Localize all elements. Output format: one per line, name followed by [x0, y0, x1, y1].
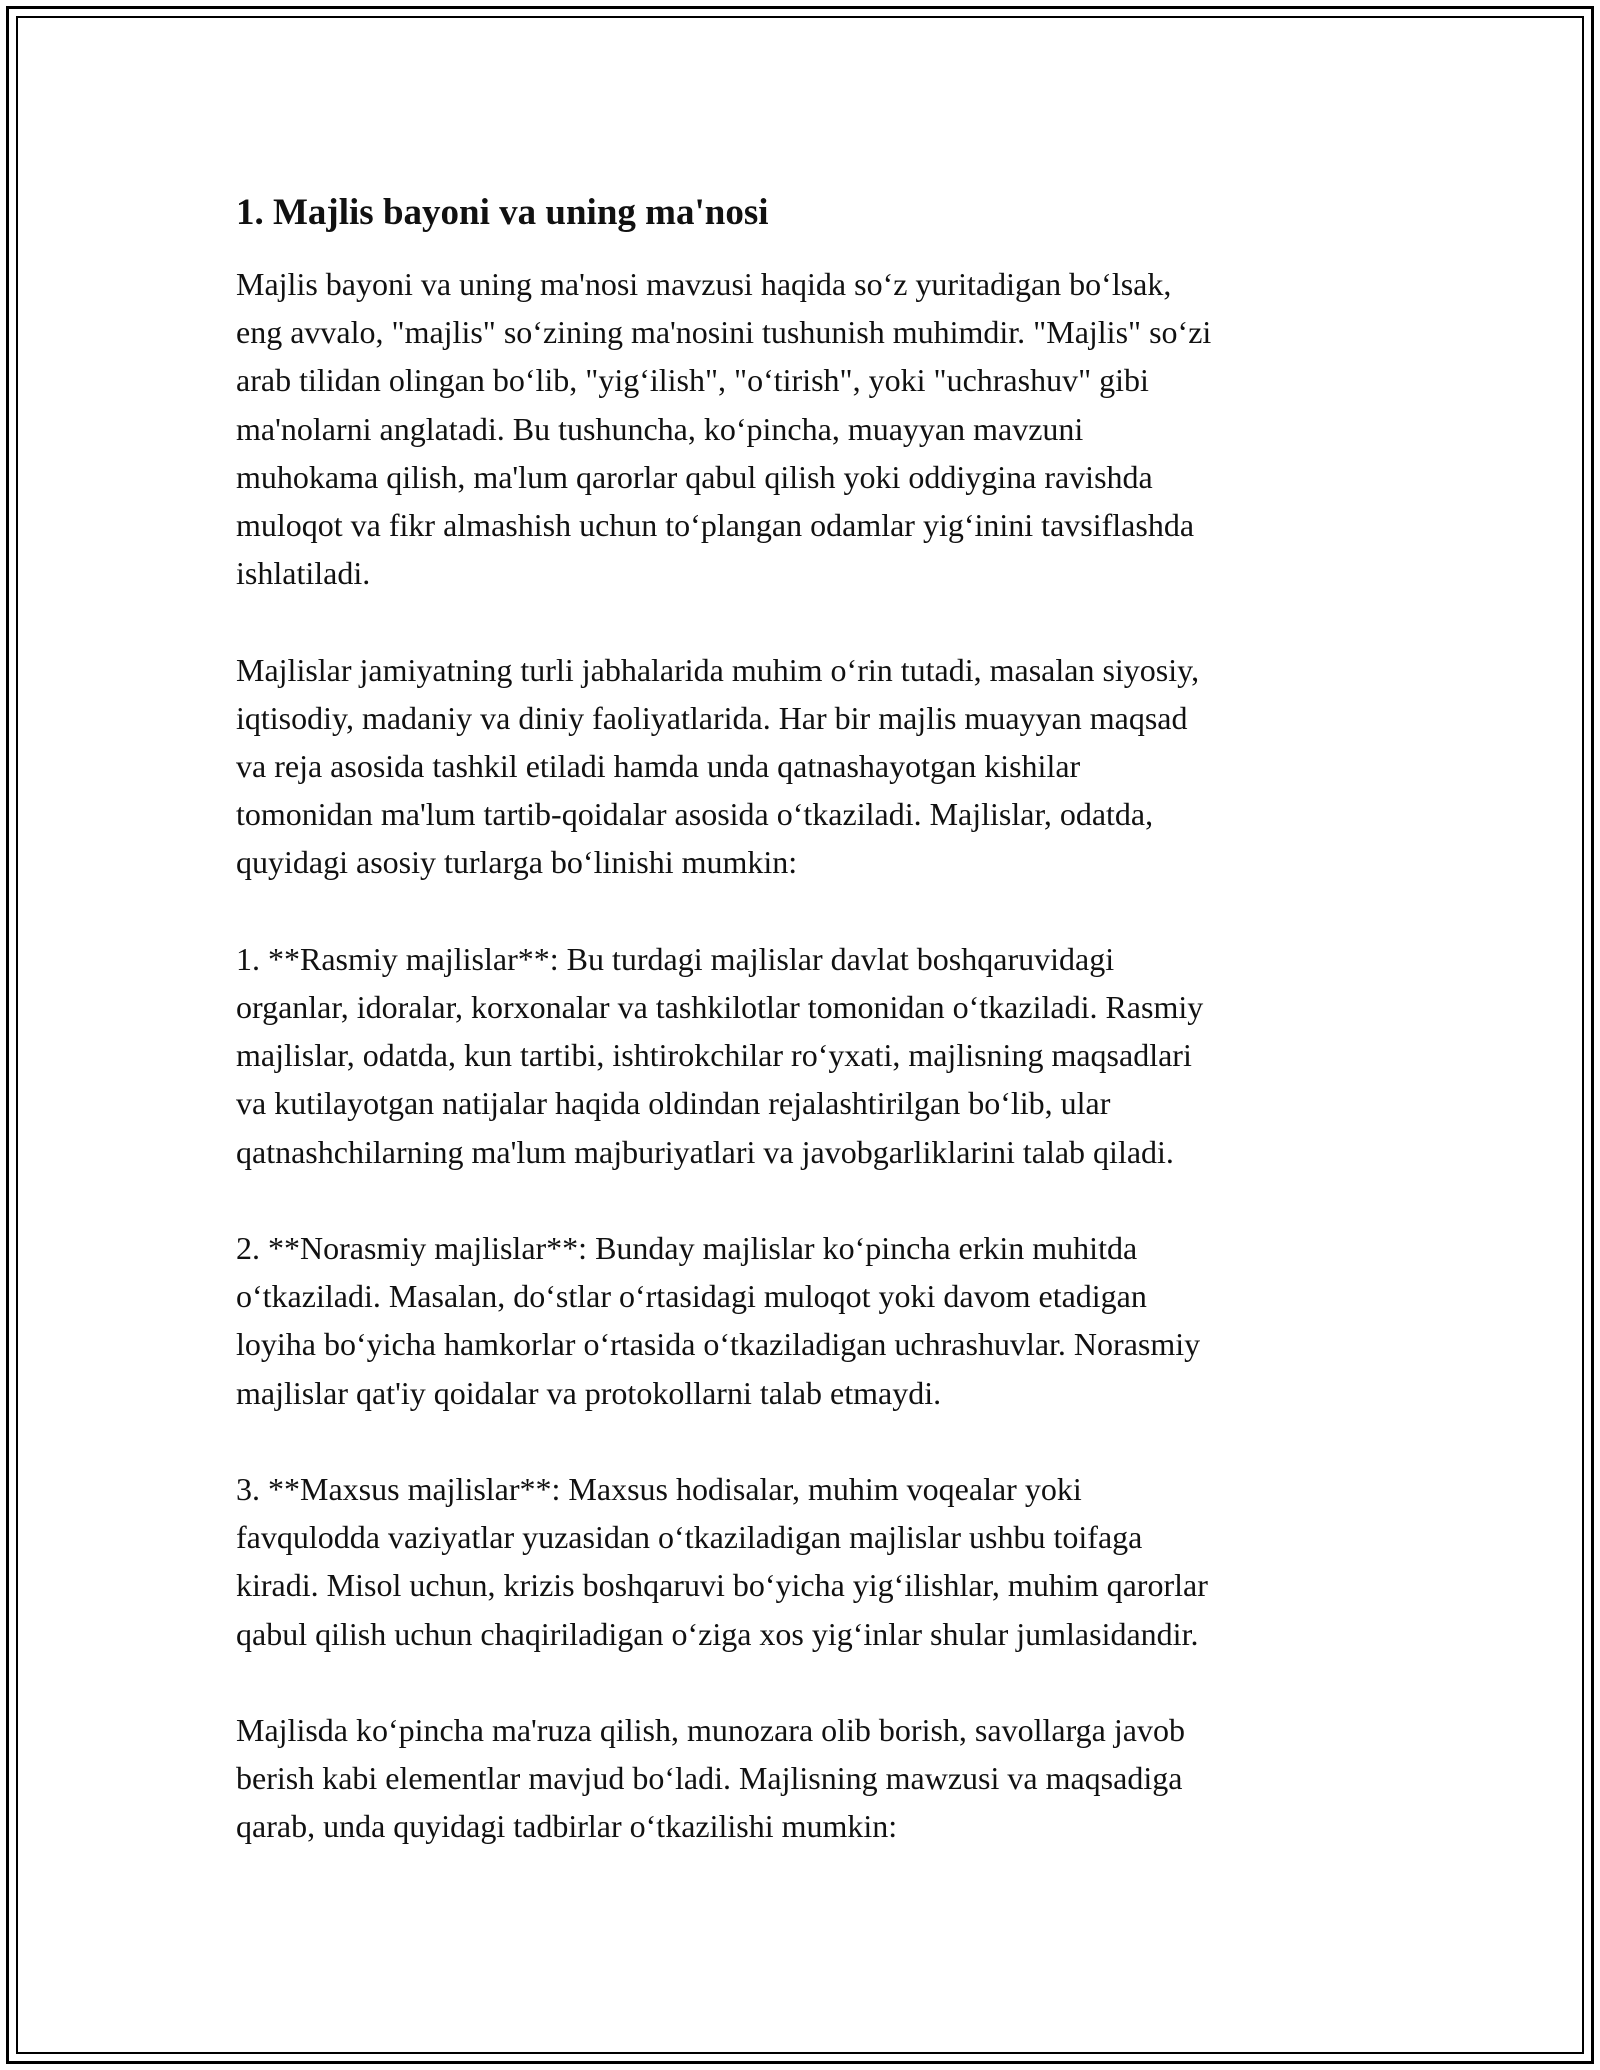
list-item-norasmiy: 2. **Norasmiy majlislar**: Bunday majlislar ko‘pincha erkin muhitda o‘tkaziladi. Masalan, do‘stlar o‘rtasidagi muloqot yoki davom etadigan loyiha bo‘yicha hamkorlar o‘rtasida o‘tkaziladigan uchrashuvlar. Norasmiy majlislar qat'iy qoidalar va protokollarni talab etmaydi.: [236, 1230, 1201, 1411]
paragraph-intro: Majlis bayoni va uning ma'nosi mavzusi haqida so‘z yuritadigan bo‘lsak, eng avvalo, "majlis" so‘zining ma'nosini tushunish muhimdir. "Majlis" so‘zi arab tilidan olingan bo‘lib, "yig‘ilish", "o‘tirish", yoki "uchrashuv" gibi ma'nolarni anglatadi. Bu tushuncha, ko‘pincha, muayyan mavzuni muhokama qilish, ma'lum qarorlar qabul qilish yoki oddiygina ravishda muloqot va fikr almashish uchun to‘plangan odamlar yig‘inini tavsiflashda ishlatiladi.: [236, 266, 1212, 592]
document-body: [236, 186, 1366, 1899]
list-item-rasmiy: 1. **Rasmiy majlislar**: Bu turdagi majlislar davlat boshqaruvidagi organlar, idoralar, korxonalar va tashkilotlar tomonidan o‘tkaziladi. Rasmiy majlislar, odatda, kun tartibi, ishtirokchilar ro‘yxati, majlisning maqsadlari va kutilayotgan natijalar haqida oldindan rejalashtirilgan bo‘lib, ular qatnashchilarning ma'lum majburiyatlari va javobgarliklarini talab qiladi.: [236, 940, 1204, 1170]
list-item-maxsus: 3. **Maxsus majlislar**: Maxsus hodisalar, muhim voqealar yoki favqulodda vaziyatlar yuzasidan o‘tkaziladigan majlislar ushbu toifaga kiradi. Misol uchun, krizis boshqaruvi bo‘yicha yig‘ilishlar, muhim qarorlar qabul qilish uchun chaqiriladigan o‘ziga xos yig‘inlar shular jumlasidandir.: [236, 1471, 1208, 1652]
paragraph-types-intro: Majlislar jamiyatning turli jabhalarida muhim o‘rin tutadi, masalan siyosiy, iqtisodiy, madaniy va diniy faoliyatlarida. Har bir majlis muayyan maqsad va reja asosida tashkil etiladi hamda unda qatnashayotgan kishilar tomonidan ma'lum tartib-qoidalar asosida o‘tkaziladi. Majlislar, odatda, quyidagi asosiy turlarga bo‘linishi mumkin:: [236, 651, 1200, 881]
section-heading: 1. Majlis bayoni va uning ma'nosi: [236, 192, 769, 233]
paragraph-activities: Majlisda ko‘pincha ma'ruza qilish, munozara olib borish, savollarga javob berish kabi elementlar mavjud bo‘ladi. Majlisning mawzusi va maqsadiga qarab, unda quyidagi tadbirlar o‘tkazilishi mumkin:: [236, 1712, 1185, 1845]
